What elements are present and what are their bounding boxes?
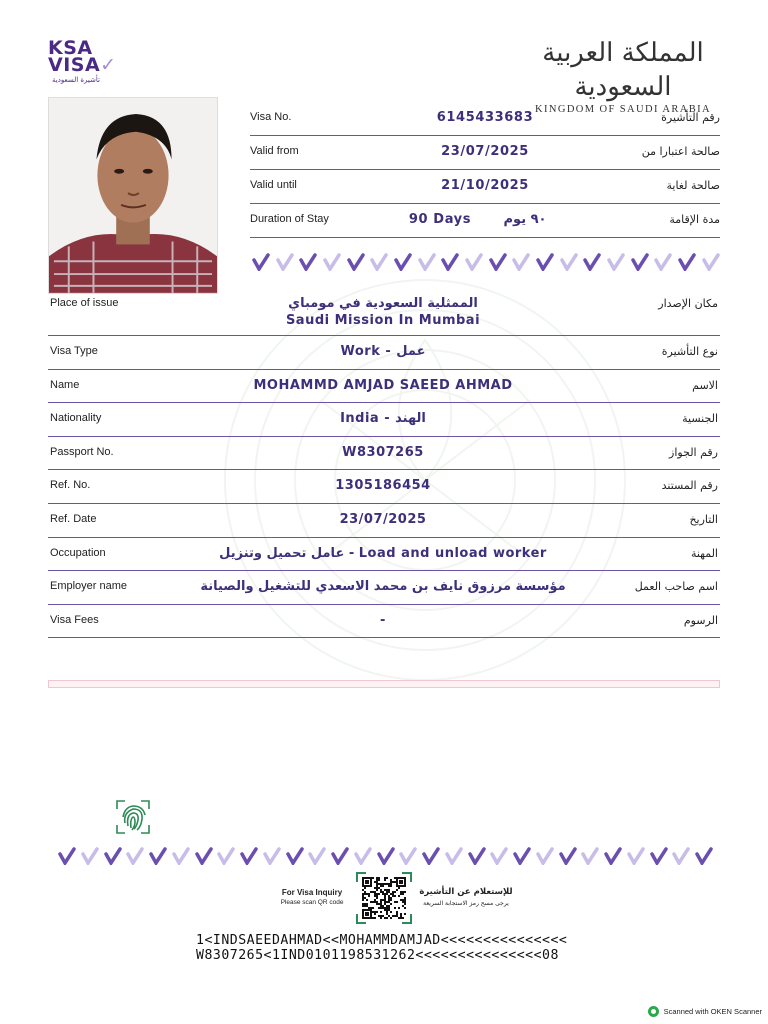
kingdom-english: KINGDOM OF SAUDI ARABIA [534,104,711,115]
kingdom-arabic: المملكة العربية السعودية [542,38,704,102]
check-icon [252,253,270,271]
field-row [48,538,720,572]
duration-value-ar: ٩٠ يوم [503,212,547,227]
machine-readable-zone [196,933,567,963]
check-icon [354,847,372,865]
field-label-en: Nationality [50,412,102,425]
field-label-en: Visa Type [50,345,98,357]
check-icon [347,253,365,271]
check-icon [512,253,530,271]
field-row [48,470,720,504]
field-value: مؤسسة مرزوق نايف بن محمد الاسعدي للتشغيل والصيانة [200,579,566,595]
field-label-ar: الاسم [692,378,718,392]
check-icon [240,847,258,865]
check-icon [627,847,645,865]
visa-number-value: 6145433683 [436,110,534,125]
check-icon [217,847,235,865]
field-row [48,437,720,471]
valid-from-row [250,136,720,170]
check-icon [377,847,395,865]
mrz-line-1: 1<INDSAEEDAHMAD<<MOHAMMDAMJAD<<<<<<<<<<<<<<< [196,933,568,948]
field-value: - [380,612,386,628]
check-icon [58,847,76,865]
valid-until-row [250,170,720,204]
duration-label-ar: مدة الإقامة [669,213,720,226]
check-icon [490,847,508,865]
check-icon [441,253,459,271]
scanner-logo-icon [648,1006,659,1017]
visa-inquiry-en [266,888,358,908]
check-icon [263,847,281,865]
scanner-text: Scanned with OKEN Scanner [663,1007,762,1016]
check-icon [195,847,213,865]
place-of-issue-value-en: Saudi Mission In Mumbai [285,313,481,328]
check-icon [394,253,412,271]
field-label-ar: الجنسية [682,412,718,426]
duration-value-en: 90 Days [408,212,472,227]
scanner-watermark [648,1006,762,1017]
inquiry-sub-en: Please scan QR code [280,899,344,906]
field-label-ar: رقم المستند [661,479,718,493]
field-row [48,403,720,437]
check-icon [468,847,486,865]
duration-label-en: Duration of Stay [250,213,329,225]
valid-from-label-en: Valid from [250,145,299,157]
check-icon [81,847,99,865]
check-icon [104,847,122,865]
visa-number-label-en: Visa No. [250,111,292,123]
check-icon [172,847,190,865]
check-icon [489,253,507,271]
field-label-en: Visa Fees [50,613,99,626]
field-label-ar: التاريخ [689,513,718,526]
ksa-visa-logo: KSA VISA✓ تأشيرة السعودية [48,37,117,84]
valid-until-value: 21/10/2025 [441,178,529,193]
field-label-en: Ref. Date [50,513,97,525]
visa-inquiry-ar [410,887,522,909]
holder-photo [48,97,218,294]
visa-number-label-ar: رقم التأشيرة [661,111,720,124]
mrz-line-2: W8307265<1IND0101198531262<<<<<<<<<<<<<<<08 [196,948,559,963]
logo-visa: VISA [48,54,101,76]
visa-number-row [250,102,720,136]
field-label-ar: الرسوم [683,613,718,627]
field-row [48,605,720,639]
inquiry-sub-ar: يرجى مسح رمز الاستجابة السريعة [423,900,509,907]
valid-from-value: 23/07/2025 [441,144,529,159]
field-value: India - الهند [340,411,426,427]
check-icon [672,847,690,865]
fingerprint-icon [113,797,153,837]
qr-code[interactable] [356,872,412,924]
valid-until-label-ar: صالحة لغاية [666,179,720,192]
check-icon [678,253,696,271]
logo-ksa: KSA [48,37,93,59]
field-row [48,336,720,370]
place-of-issue-row [48,294,720,336]
place-of-issue-label-en: Place of issue [50,297,119,309]
field-value: W8307265 [342,444,424,460]
check-icon [276,253,294,271]
check-icon [581,847,599,865]
inquiry-title-en: For Visa Inquiry [281,888,343,897]
check-icon [695,847,713,865]
valid-from-label-ar: صالحة اعتبارا من [641,145,720,158]
check-icon [126,847,144,865]
security-strip [48,680,720,688]
check-icon [607,253,625,271]
field-label-ar: اسم صاحب العمل [634,580,718,594]
check-icon [654,253,672,271]
field-row [48,370,720,404]
check-icon [631,253,649,271]
check-icon [418,253,436,271]
place-of-issue-label-ar: مكان الإصدار [658,297,718,310]
field-value: عامل تحميل وتنزيل - Load and unload worker [219,545,547,561]
valid-until-label-en: Valid until [250,179,297,191]
inquiry-title-ar: للإستعلام عن التأشيرة [419,887,513,897]
check-icon [370,253,388,271]
checkmark-band-top [252,251,720,273]
check-icon [536,253,554,271]
field-label-en: Occupation [50,546,106,559]
field-value: 23/07/2025 [339,512,427,527]
check-icon [583,253,601,271]
check-icon [149,847,167,865]
field-value: 1305186454 [335,478,431,494]
field-label-ar: رقم الجواز [669,445,718,459]
duration-row [250,204,720,238]
field-label-en: Name [50,378,80,391]
field-label-en: Ref. No. [50,479,91,492]
field-row [48,571,720,605]
field-label-ar: المهنة [690,546,718,560]
check-icon [445,847,463,865]
check-icon [399,847,417,865]
check-icon [422,847,440,865]
check-icon [559,847,577,865]
check-icon [560,253,578,271]
check-icon [299,253,317,271]
check-icon [286,847,304,865]
check-icon [702,253,720,271]
check-icon [308,847,326,865]
field-label-ar: نوع التأشيرة [661,345,718,358]
check-icon [513,847,531,865]
field-value: MOHAMMD AMJAD SAEED AHMAD [253,377,513,393]
checkmark-band-bottom [58,845,713,867]
field-value: Work - عمل [340,344,426,359]
check-icon [604,847,622,865]
field-row [48,504,720,538]
field-label-en: Employer name [50,580,128,593]
check-icon [465,253,483,271]
check-icon [331,847,349,865]
check-icon [650,847,668,865]
place-of-issue-value-ar: الممثلية السعودية في مومباي [288,296,478,311]
logo-tagline: تأشيرة السعودية [52,76,100,84]
field-label-en: Passport No. [50,445,114,458]
check-icon [323,253,341,271]
check-icon [536,847,554,865]
